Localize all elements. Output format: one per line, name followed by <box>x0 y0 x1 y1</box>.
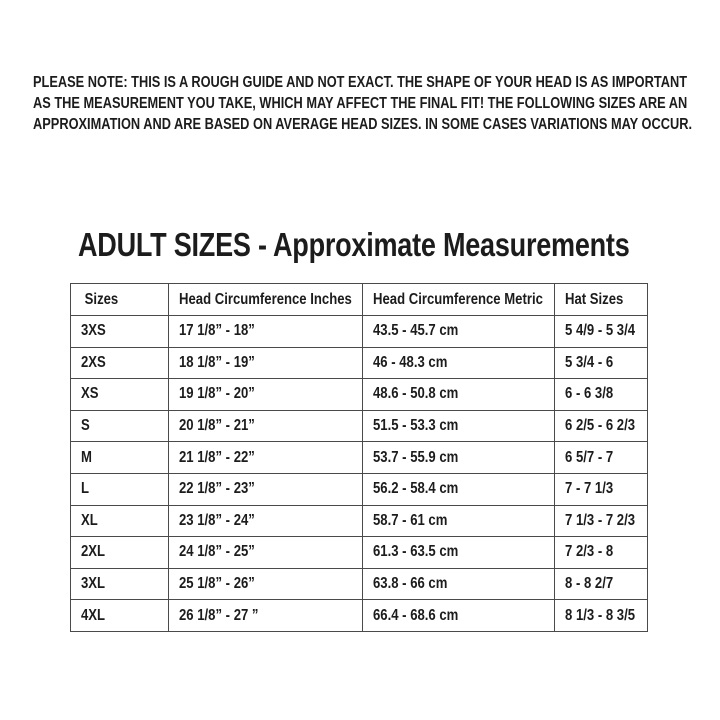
metric-cell: 43.5 - 45.7 cm <box>363 316 555 348</box>
metric-cell: 56.2 - 58.4 cm <box>363 473 555 505</box>
inches-cell: 26 1/8” - 27 ” <box>169 600 363 632</box>
size-table <box>70 283 648 632</box>
header-sizes-label: Sizes <box>84 290 119 308</box>
hat-cell: 6 2/5 - 6 2/3 <box>555 410 648 442</box>
size-cell: L <box>71 473 169 505</box>
table-row <box>71 473 648 505</box>
header-metric-label: Head Circumference Metric <box>373 290 543 308</box>
note-line-2: AS THE MEASUREMENT YOU TAKE, WHICH MAY AFFECT THE FINAL FIT! THE FOLLOWING SIZES ARE AN <box>33 95 688 112</box>
table-row <box>71 347 648 379</box>
inches-cell: 23 1/8” - 24” <box>169 505 363 537</box>
inches-cell: 24 1/8” - 25” <box>169 537 363 569</box>
metric-cell: 53.7 - 55.9 cm <box>363 442 555 474</box>
inches-cell: 18 1/8” - 19” <box>169 347 363 379</box>
size-cell: S <box>71 410 169 442</box>
header-inches <box>169 284 363 316</box>
disclaimer-note <box>33 72 720 135</box>
hat-cell: 7 - 7 1/3 <box>555 473 648 505</box>
header-metric <box>363 284 555 316</box>
inches-cell: 19 1/8” - 20” <box>169 379 363 411</box>
note-line-3: APPROXIMATION AND ARE BASED ON AVERAGE HEAD SIZES. IN SOME CASES VARIATIONS MAY OCCUR. <box>33 116 693 133</box>
hat-cell: 7 1/3 - 7 2/3 <box>555 505 648 537</box>
hat-cell: 8 1/3 - 8 3/5 <box>555 600 648 632</box>
hat-cell: 6 - 6 3/8 <box>555 379 648 411</box>
size-cell: XS <box>71 379 169 411</box>
inches-cell: 22 1/8” - 23” <box>169 473 363 505</box>
size-cell: 3XL <box>71 568 169 600</box>
size-cell: 2XS <box>71 347 169 379</box>
table-row <box>71 379 648 411</box>
table-row <box>71 316 648 348</box>
hat-cell: 5 3/4 - 6 <box>555 347 648 379</box>
inches-cell: 20 1/8” - 21” <box>169 410 363 442</box>
metric-cell: 58.7 - 61 cm <box>363 505 555 537</box>
hat-cell: 8 - 8 2/7 <box>555 568 648 600</box>
table-row <box>71 568 648 600</box>
table-row <box>71 600 648 632</box>
table-row <box>71 537 648 569</box>
inches-cell: 17 1/8” - 18” <box>169 316 363 348</box>
metric-cell: 51.5 - 53.3 cm <box>363 410 555 442</box>
hat-cell: 5 4/9 - 5 3/4 <box>555 316 648 348</box>
metric-cell: 63.8 - 66 cm <box>363 568 555 600</box>
size-cell: M <box>71 442 169 474</box>
metric-cell: 66.4 - 68.6 cm <box>363 600 555 632</box>
header-sizes <box>71 284 169 316</box>
inches-cell: 21 1/8” - 22” <box>169 442 363 474</box>
page-title: ADULT SIZES - Approximate Measurements <box>78 226 630 263</box>
inches-cell: 25 1/8” - 26” <box>169 568 363 600</box>
size-cell: 4XL <box>71 600 169 632</box>
metric-cell: 61.3 - 63.5 cm <box>363 537 555 569</box>
metric-cell: 46 - 48.3 cm <box>363 347 555 379</box>
table-row <box>71 505 648 537</box>
hat-cell: 7 2/3 - 8 <box>555 537 648 569</box>
size-cell: XL <box>71 505 169 537</box>
table-header-row <box>71 284 648 316</box>
metric-cell: 48.6 - 50.8 cm <box>363 379 555 411</box>
note-line-1: PLEASE NOTE: THIS IS A ROUGH GUIDE AND NOT EXACT. THE SHAPE OF YOUR HEAD IS AS IMPORTANT <box>33 74 688 91</box>
hat-cell: 6 5/7 - 7 <box>555 442 648 474</box>
header-inches-label: Head Circumference Inches <box>179 290 352 308</box>
header-hat-sizes <box>555 284 648 316</box>
table-row <box>71 442 648 474</box>
header-hat-sizes-label: Hat Sizes <box>565 290 624 308</box>
size-cell: 3XS <box>71 316 169 348</box>
size-cell: 2XL <box>71 537 169 569</box>
table-row <box>71 410 648 442</box>
